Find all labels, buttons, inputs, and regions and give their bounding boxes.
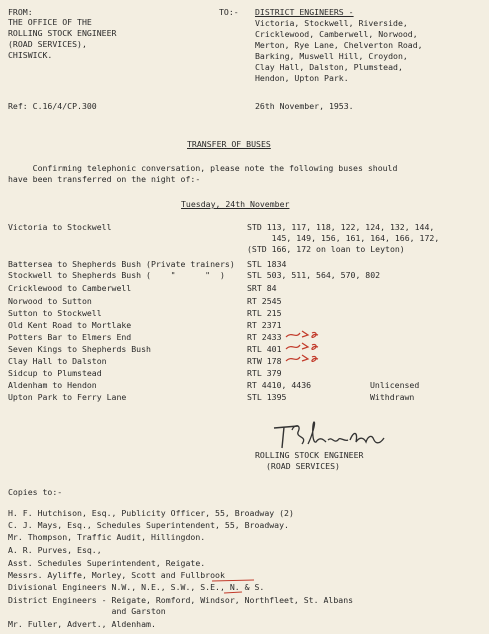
copy-recipient: C. J. Mays, Esq., Schedules Superintendent, 55, Broadway. xyxy=(8,520,289,530)
copies-label: Copies to:- xyxy=(8,487,63,497)
to-line: Barking, Muswell Hill, Croydon, xyxy=(255,51,408,61)
transfer-note: Unlicensed xyxy=(370,380,420,390)
copy-recipient: and Garston xyxy=(8,606,166,616)
transfer-buses: STL 1395 xyxy=(247,392,287,402)
transfer-buses: RT 4410, 4436 xyxy=(247,380,312,390)
transfer-buses: STL 1834 xyxy=(247,259,287,269)
to-line: Merton, Rye Lane, Chelverton Road, xyxy=(255,40,423,50)
transfer-route: Sidcup to Plumstead xyxy=(8,368,102,378)
copy-recipient: H. F. Hutchison, Esq., Publicity Officer, 55, Broadway (2) xyxy=(8,508,294,518)
transfer-night: Tuesday, 24th November xyxy=(181,199,290,209)
transfer-route: Seven Kings to Shepherds Bush xyxy=(8,344,151,354)
transfer-route: Aldenham to Hendon xyxy=(8,380,97,390)
to-line: Victoria, Stockwell, Riverside, xyxy=(255,18,408,28)
date: 26th November, 1953. xyxy=(255,101,354,111)
transfer-route: Potters Bar to Elmers End xyxy=(8,332,132,342)
transfer-buses: RT 2433 xyxy=(247,332,282,342)
transfer-route: Clay Hall to Dalston xyxy=(8,356,107,366)
signatory-title: ROLLING STOCK ENGINEER xyxy=(255,450,364,460)
red-underline-mark xyxy=(212,578,272,594)
intro-line: Confirming telephonic conversation, please note the following buses should xyxy=(8,163,398,173)
transfer-route: Norwood to Sutton xyxy=(8,296,92,306)
intro-line: have been transferred on the night of:- xyxy=(8,174,201,184)
red-pencil-annotation xyxy=(282,327,330,369)
transfer-buses: RTL 215 xyxy=(247,308,282,318)
transfer-buses: 145, 149, 156, 161, 164, 166, 172, xyxy=(247,233,440,243)
transfer-buses: (STD 166, 172 on loan to Leyton) xyxy=(247,244,405,254)
to-line: Clay Hall, Dalston, Plumstead, xyxy=(255,62,403,72)
to-line: Cricklewood, Camberwell, Norwood, xyxy=(255,29,418,39)
copy-recipient: Divisional Engineers N.W., N.E., S.W., S.E., N. & S. xyxy=(8,582,265,592)
signatory-title: (ROAD SERVICES) xyxy=(266,461,340,471)
transfer-route: Cricklewood to Camberwell xyxy=(8,283,132,293)
transfer-buses: RTL 401 xyxy=(247,344,282,354)
transfer-route: Sutton to Stockwell xyxy=(8,308,102,318)
transfer-route: Victoria to Stockwell xyxy=(8,222,112,232)
copy-recipient: Messrs. Ayliffe, Morley, Scott and Fullbrook xyxy=(8,570,225,580)
transfer-route: Old Kent Road to Mortlake xyxy=(8,320,132,330)
from-line: ROLLING STOCK ENGINEER xyxy=(8,28,117,38)
from-line: (ROAD SERVICES), xyxy=(8,39,87,49)
copy-recipient: Asst. Schedules Superintendent, Reigate. xyxy=(8,558,206,568)
transfer-buses: STL 503, 511, 564, 570, 802 xyxy=(247,270,381,280)
copy-recipient: Mr. Fuller, Advert., Aldenham. xyxy=(8,619,156,629)
to-line: Hendon, Upton Park. xyxy=(255,73,349,83)
to-label: TO:- xyxy=(219,7,239,17)
copy-recipient: Mr. Thompson, Traffic Audit, Hillingdon. xyxy=(8,532,206,542)
transfer-route: Upton Park to Ferry Lane xyxy=(8,392,127,402)
from-line: CHISWICK. xyxy=(8,50,53,60)
transfer-buses: RT 2371 xyxy=(247,320,282,330)
transfer-buses: RTL 379 xyxy=(247,368,282,378)
from-line: THE OFFICE OF THE xyxy=(8,17,92,27)
transfer-route: Battersea to Shepherds Bush (Private trainers) xyxy=(8,259,235,269)
transfer-buses: RT 2545 xyxy=(247,296,282,306)
copy-recipient: District Engineers - Reigate, Romford, Windsor, Northfleet, St. Albans xyxy=(8,595,354,605)
copy-recipient: A. R. Purves, Esq., xyxy=(8,545,102,555)
from-label: FROM: xyxy=(8,7,33,17)
to-line: DISTRICT ENGINEERS - xyxy=(255,7,354,17)
reference: Ref: C.16/4/CP.300 xyxy=(8,101,97,111)
document-title: TRANSFER OF BUSES xyxy=(187,139,271,149)
transfer-buses: SRT 84 xyxy=(247,283,277,293)
transfer-buses: RTW 178 xyxy=(247,356,282,366)
transfer-note: Withdrawn xyxy=(370,392,415,402)
transfer-route: Stockwell to Shepherds Bush ( " " ) xyxy=(8,270,225,280)
transfer-buses: STD 113, 117, 118, 122, 124, 132, 144, xyxy=(247,222,435,232)
